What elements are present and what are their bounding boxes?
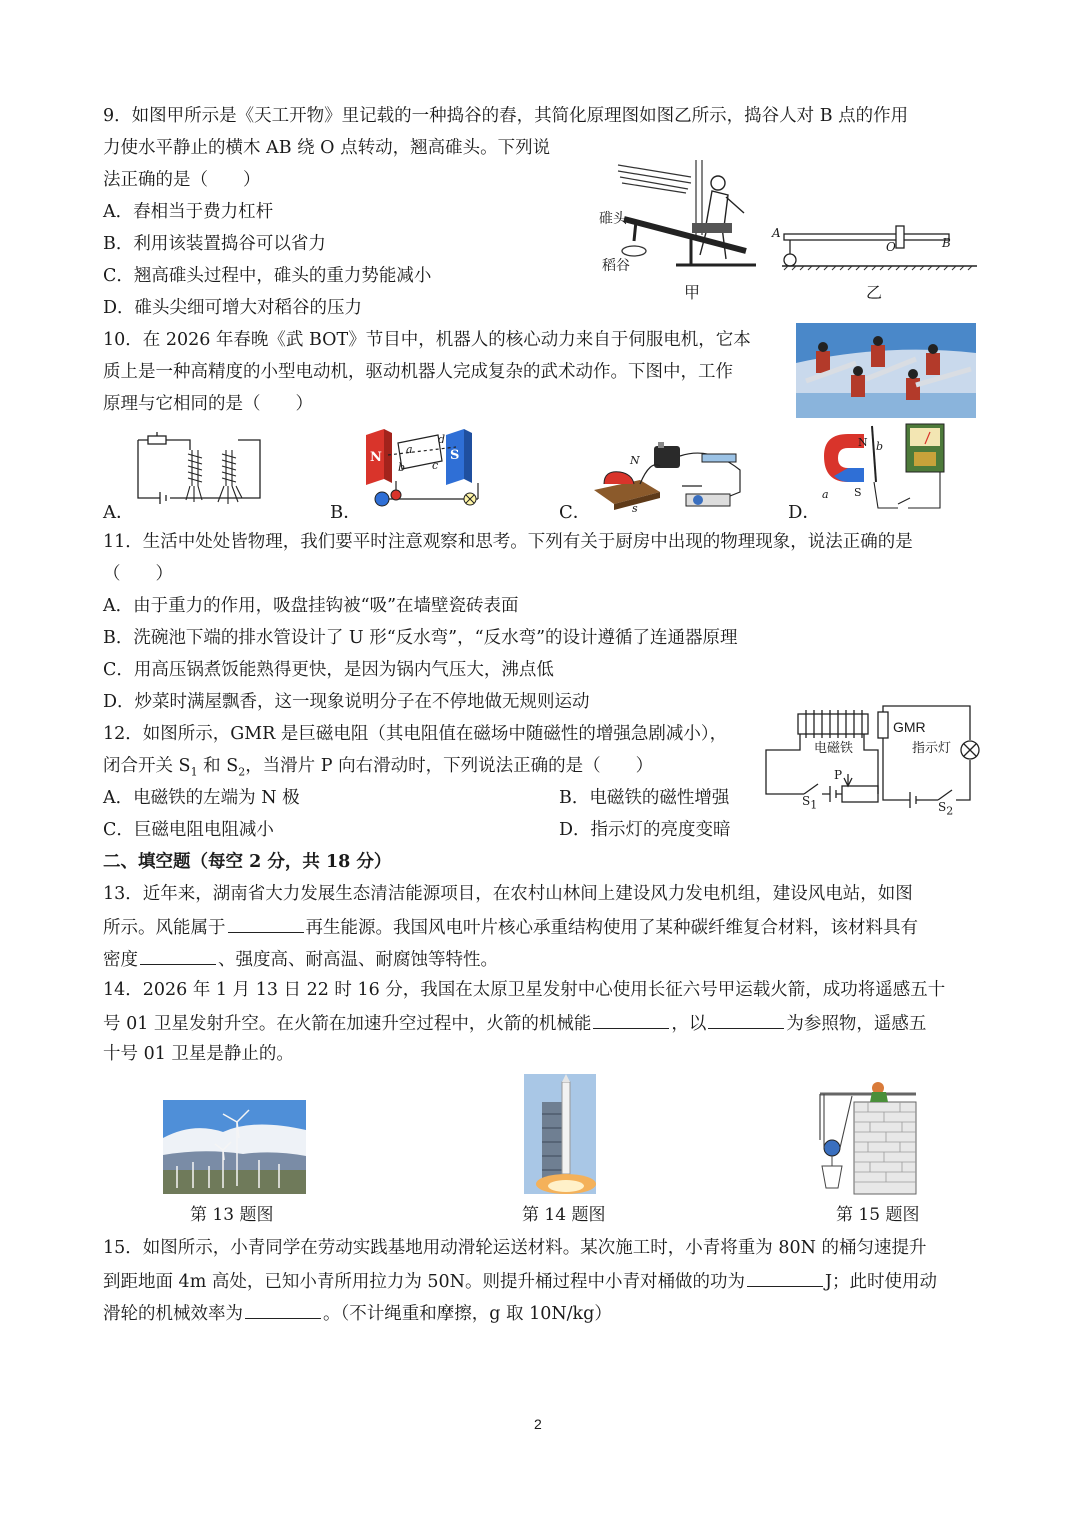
q10-option-a[interactable]: A．: [103, 502, 134, 523]
coil-label-c: c: [432, 459, 439, 472]
label-point-b: B: [942, 236, 951, 250]
q14-stem-line3: 十号 01 卫星是静止的。: [103, 1044, 294, 1064]
q15-stem-line1: 15．如图所示，小青同学在劳动实践基地用动滑轮运送材料。某次施工时，小青将重为 80N 的桶匀速提升: [103, 1238, 927, 1258]
page-number: 2: [534, 1416, 542, 1432]
q9-figure-jia: [596, 155, 776, 280]
label-point-o: O: [886, 240, 896, 254]
label-point-a: A: [772, 226, 781, 240]
label-pestle-head: 碓头: [599, 211, 627, 227]
robot-performance-photo: [796, 323, 976, 418]
caption-fig13: 第 13 题图: [190, 1205, 274, 1225]
coil-label-b: b: [398, 461, 406, 474]
q11-option-b[interactable]: B．洗碗池下端的排水管设计了 U 形“反水弯”，“反水弯”的设计遵循了连通器原理: [103, 628, 738, 648]
q9-option-b[interactable]: B．利用该装置捣谷可以省力: [103, 234, 326, 254]
wind-turbines-photo: [163, 1100, 306, 1194]
d-label-s: S: [854, 486, 862, 499]
section-fill-in-heading: 二、填空题（每空 2 分，共 18 分）: [103, 852, 392, 872]
coil-label-d: d: [438, 433, 446, 446]
q13-stem-line2: 所示。风能属于 再生能源。我国风电叶片核心承重结构使用了某种碳纤维复合材料，该材料具有: [103, 914, 918, 940]
q14-stem-line1: 14．2026 年 1 月 13 日 22 时 16 分，我国在太原卫星发射中心使用长征六号甲运载火箭，成功将遥感五十: [103, 980, 946, 1000]
q11-option-a[interactable]: A．由于重力的作用，吸盘挂钩被“吸”在墙壁瓷砖表面: [103, 596, 519, 616]
q12-stem-line2: 闭合开关 $S_1$ 和 $S_2$，当滑片 P 向右滑动时，下列说法正确的是（ ）: [103, 756, 654, 779]
q12-option-a[interactable]: A．电磁铁的左端为 N 极: [103, 788, 300, 808]
q12-option-b[interactable]: B．电磁铁的磁性增强: [559, 788, 730, 808]
coil-label-a: a: [406, 443, 413, 456]
d-label-n: N: [858, 436, 868, 449]
q12-option-c[interactable]: C．巨磁电阻电阻减小: [103, 820, 274, 840]
d-label-b: b: [876, 440, 884, 453]
q10-stem-line2: 质上是一种高精度的小型电动机，驱动机器人完成复杂的武术动作。下图中，工作: [103, 362, 733, 382]
q15-blank-1[interactable]: [747, 1268, 823, 1287]
q11-stem-line2: （ ）: [103, 564, 173, 584]
caption-jia: 甲: [684, 283, 701, 302]
q10-option-a-figure: [130, 428, 270, 518]
q12-option-d[interactable]: D．指示灯的亮度变暗: [559, 820, 731, 840]
q14-blank-2[interactable]: [708, 1010, 784, 1029]
caption-fig14: 第 14 题图: [522, 1205, 606, 1225]
q10-option-b-figure: [358, 425, 488, 517]
d-label-a: a: [822, 488, 829, 501]
q13-stem-line3: 密度 、强度高、耐高温、耐腐蚀等特性。: [103, 946, 498, 972]
q9-figure-yi: [772, 222, 982, 272]
q14-stem-line2: 号 01 卫星发射升空。在火箭在加速升空过程中，火箭的机械能 ，以 为参照物，遥感五: [103, 1010, 926, 1036]
pulley-figure: [812, 1080, 922, 1196]
q11-option-d[interactable]: D．炒菜时满屋飘香，这一现象说明分子在不停地做无规则运动: [103, 692, 590, 712]
caption-fig15: 第 15 题图: [836, 1205, 920, 1225]
q9-stem-line2: 力使水平静止的横木 AB 绕 O 点转动，翘高碓头。下列说: [103, 138, 551, 158]
q9-option-c[interactable]: C．翘高碓头过程中，碓头的重力势能减小: [103, 266, 432, 286]
rocket-launch-photo: [524, 1074, 596, 1194]
switch-s2-label: $S_2$: [938, 800, 954, 818]
c-label-s: s: [632, 502, 638, 515]
q10-option-c[interactable]: C．: [559, 502, 591, 523]
q13-blank-1[interactable]: [228, 914, 304, 933]
q10-option-b[interactable]: B．: [330, 502, 362, 523]
q9-option-a[interactable]: A．舂相当于费力杠杆: [103, 202, 274, 222]
q13-blank-2[interactable]: [140, 946, 216, 965]
caption-yi: 乙: [866, 283, 883, 302]
q12-stem-line1: 12．如图所示，GMR 是巨磁电阻（其电阻值在磁场中随磁性的增强急剧减小），: [103, 724, 728, 744]
label-grain: 稻谷: [602, 258, 630, 274]
q15-blank-2[interactable]: [245, 1300, 321, 1319]
magnet-n-label: N: [370, 450, 382, 465]
q12-circuit-figure: [760, 702, 985, 818]
q11-option-c[interactable]: C．用高压锅煮饭能熟得更快，是因为锅内气压大，沸点低: [103, 660, 554, 680]
q10-option-c-figure: [590, 440, 750, 518]
q11-stem-line1: 11．生活中处处皆物理，我们要平时注意观察和思考。下列有关于厨房中出现的物理现象，说法正确的是: [103, 532, 913, 552]
q9-option-d[interactable]: D．碓头尖细可增大对稻谷的压力: [103, 298, 363, 318]
q10-stem-line1: 10．在 2026 年春晚《武 BOT》节目中，机器人的核心动力来自于伺服电机，它本: [103, 330, 751, 350]
q15-stem-line3: 滑轮的机械效率为 。（不计绳重和摩擦，g 取 10N/kg）: [103, 1300, 612, 1326]
magnet-s-label: S: [450, 448, 460, 463]
q9-stem-line3: 法正确的是（ ）: [103, 170, 261, 190]
q10-stem-line3: 原理与它相同的是（ ）: [103, 394, 313, 414]
c-label-n: N: [630, 454, 640, 467]
q13-stem-line1: 13．近年来，湖南省大力发展生态清洁能源项目，在农村山林间上建设风力发电机组，建设风电站，如图: [103, 884, 913, 904]
q10-option-d-figure: [818, 422, 948, 518]
gmr-label: GMR: [893, 719, 926, 735]
switch-s1-label: $S_1$: [802, 794, 818, 812]
q10-option-d[interactable]: D．: [788, 502, 821, 523]
electromagnet-label: 电磁铁: [814, 741, 854, 756]
lamp-label: 指示灯: [912, 741, 952, 756]
q9-stem-line1: 9．如图甲所示是《天工开物》里记载的一种捣谷的舂，其简化原理图如图乙所示，捣谷人对 B 点的作用: [103, 106, 909, 126]
slider-p-label: P: [834, 768, 843, 782]
q14-blank-1[interactable]: [593, 1010, 669, 1029]
q15-stem-line2: 到距地面 4m 高处，已知小青所用拉力为 50N。则提升桶过程中小青对桶做的功为 J；此时使用动: [103, 1268, 937, 1294]
